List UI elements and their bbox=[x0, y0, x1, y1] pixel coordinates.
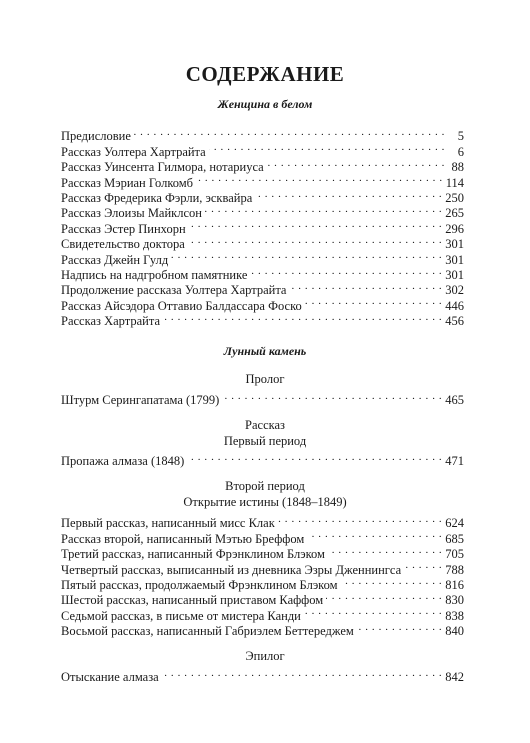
toc-entry-page-number: 842 bbox=[445, 670, 464, 685]
toc-entry-page-number: 788 bbox=[445, 562, 464, 577]
dot-leader bbox=[163, 310, 442, 325]
toc-entry-page-number: 705 bbox=[445, 547, 464, 562]
toc-entry-page-number: 446 bbox=[445, 298, 464, 313]
dot-leader bbox=[209, 140, 445, 155]
toc-list-woman-in-white bbox=[61, 125, 464, 329]
toc-list-second-period bbox=[61, 512, 464, 639]
toc-entry-page-number: 301 bbox=[445, 267, 464, 282]
dot-leader bbox=[328, 543, 442, 558]
dot-leader bbox=[134, 125, 445, 140]
dot-leader bbox=[326, 589, 442, 604]
toc-entry-title: Надпись на надгробном памятнике bbox=[61, 267, 248, 282]
dot-leader bbox=[222, 389, 442, 404]
toc-entry-title: Пятый рассказ, продолжаемый Фрэнклином Блэком bbox=[61, 577, 338, 592]
toc-entry-title: Рассказ Мэриан Голкомб bbox=[61, 175, 194, 190]
toc-entry-page-number: 5 bbox=[457, 129, 464, 144]
dot-leader bbox=[188, 233, 442, 248]
toc-entry-title: Третий рассказ, написанный Фрэнклином Блэком bbox=[61, 547, 325, 562]
toc-entry-title: Продолжение рассказа Уолтера Хартрайта bbox=[61, 283, 287, 298]
toc-entry-page-number: 471 bbox=[445, 454, 464, 469]
dot-leader bbox=[278, 512, 442, 527]
dot-leader bbox=[404, 558, 442, 573]
toc-entry-page-number: 250 bbox=[445, 190, 464, 205]
book-title-moonstone: Лунный камень bbox=[223, 344, 307, 358]
dot-leader bbox=[189, 217, 443, 232]
toc-entry-page-number: 624 bbox=[445, 516, 464, 531]
toc-entry-page-number: 456 bbox=[445, 314, 464, 329]
toc-entry-title: Рассказ Айсэдора Оттавио Балдассара Фоско bbox=[61, 298, 302, 313]
toc-entry-page-number: 465 bbox=[445, 393, 464, 408]
toc-entry-title: Рассказ Фредерика Фэрли, эсквайра bbox=[61, 190, 253, 205]
dot-leader bbox=[250, 264, 442, 279]
toc-entry-page-number: 840 bbox=[445, 624, 464, 639]
toc-entry-title: Отыскание алмаза bbox=[61, 670, 159, 685]
toc-entry bbox=[61, 666, 464, 685]
toc-entry-page-number: 6 bbox=[457, 144, 464, 159]
dot-leader bbox=[289, 279, 442, 294]
dot-leader bbox=[305, 294, 442, 309]
section-subheading-discovery: Открытие истины (1848–1849) bbox=[183, 495, 347, 509]
dot-leader bbox=[255, 187, 442, 202]
dot-leader bbox=[187, 450, 442, 465]
toc-entry-page-number: 685 bbox=[445, 531, 464, 546]
toc-entry bbox=[61, 389, 464, 408]
dot-leader bbox=[304, 604, 442, 619]
section-heading-first-period: Первый период bbox=[223, 434, 307, 448]
book-title-woman-in-white: Женщина в белом bbox=[217, 97, 313, 111]
dot-leader bbox=[341, 574, 443, 589]
toc-entry-page-number: 265 bbox=[445, 206, 464, 221]
toc-entry-title: Шестой рассказ, написанный приставом Каффом bbox=[61, 593, 324, 608]
page-title: СОДЕРЖАНИЕ bbox=[185, 62, 345, 86]
dot-leader bbox=[205, 202, 442, 217]
toc-entry-page-number: 88 bbox=[451, 160, 464, 175]
dot-leader bbox=[196, 171, 443, 186]
toc-entry-title: Рассказ Уинсента Гилмора, нотариуса bbox=[61, 160, 264, 175]
section-heading-epilogue: Эпилог bbox=[245, 649, 285, 663]
toc-entry-page-number: 296 bbox=[445, 221, 464, 236]
section-heading-story: Рассказ bbox=[245, 418, 285, 432]
toc-entry-title: Рассказ второй, написанный Мэтью Бреффом bbox=[61, 531, 305, 546]
toc-entry bbox=[61, 450, 464, 469]
toc-list-prologue bbox=[61, 389, 464, 408]
section-heading-prologue: Пролог bbox=[245, 372, 285, 386]
toc-entry-page-number: 301 bbox=[445, 252, 464, 267]
toc-entry-page-number: 830 bbox=[445, 593, 464, 608]
dot-leader bbox=[357, 620, 442, 635]
toc-entry-title: Рассказ Джейн Гулд bbox=[61, 252, 169, 267]
section-heading-second-period: Второй период bbox=[225, 479, 305, 493]
dot-leader bbox=[307, 527, 442, 542]
dot-leader bbox=[162, 666, 443, 681]
dot-leader bbox=[171, 248, 442, 263]
toc-entry-page-number: 302 bbox=[445, 283, 464, 298]
toc-entry-title: Рассказ Эстер Пинхорн bbox=[61, 221, 186, 236]
toc-entry bbox=[61, 512, 464, 531]
toc-entry-title: Восьмой рассказ, написанный Габриэлем Беттереджем bbox=[61, 624, 354, 639]
toc-entry-title: Первый рассказ, написанный мисс Клак bbox=[61, 516, 275, 531]
toc-entry-title: Свидетельство доктора bbox=[61, 237, 185, 252]
toc-entry-title: Четвертый рассказ, выписанный из дневника Эзры Дженнингса bbox=[61, 562, 402, 577]
dot-leader bbox=[267, 156, 445, 171]
toc-entry-title: Рассказ Элоизы Майклсон bbox=[61, 206, 202, 221]
toc-entry-title: Предисловие bbox=[61, 129, 131, 144]
toc-entry-title: Штурм Серингапатама (1799) bbox=[61, 393, 220, 408]
toc-entry-title: Седьмой рассказ, в письме от мистера Канди bbox=[61, 608, 301, 623]
toc-list-first-period bbox=[61, 450, 464, 469]
toc-entry-page-number: 301 bbox=[445, 237, 464, 252]
toc-entry-page-number: 114 bbox=[445, 175, 464, 190]
toc-entry bbox=[61, 125, 464, 144]
toc-entry-page-number: 838 bbox=[445, 608, 464, 623]
toc-list-epilogue bbox=[61, 666, 464, 685]
toc-entry-title: Рассказ Уолтера Хартрайта bbox=[61, 144, 206, 159]
toc-entry-title: Рассказ Хартрайта bbox=[61, 314, 161, 329]
toc-entry-page-number: 816 bbox=[445, 577, 464, 592]
toc-entry-title: Пропажа алмаза (1848) bbox=[61, 454, 185, 469]
